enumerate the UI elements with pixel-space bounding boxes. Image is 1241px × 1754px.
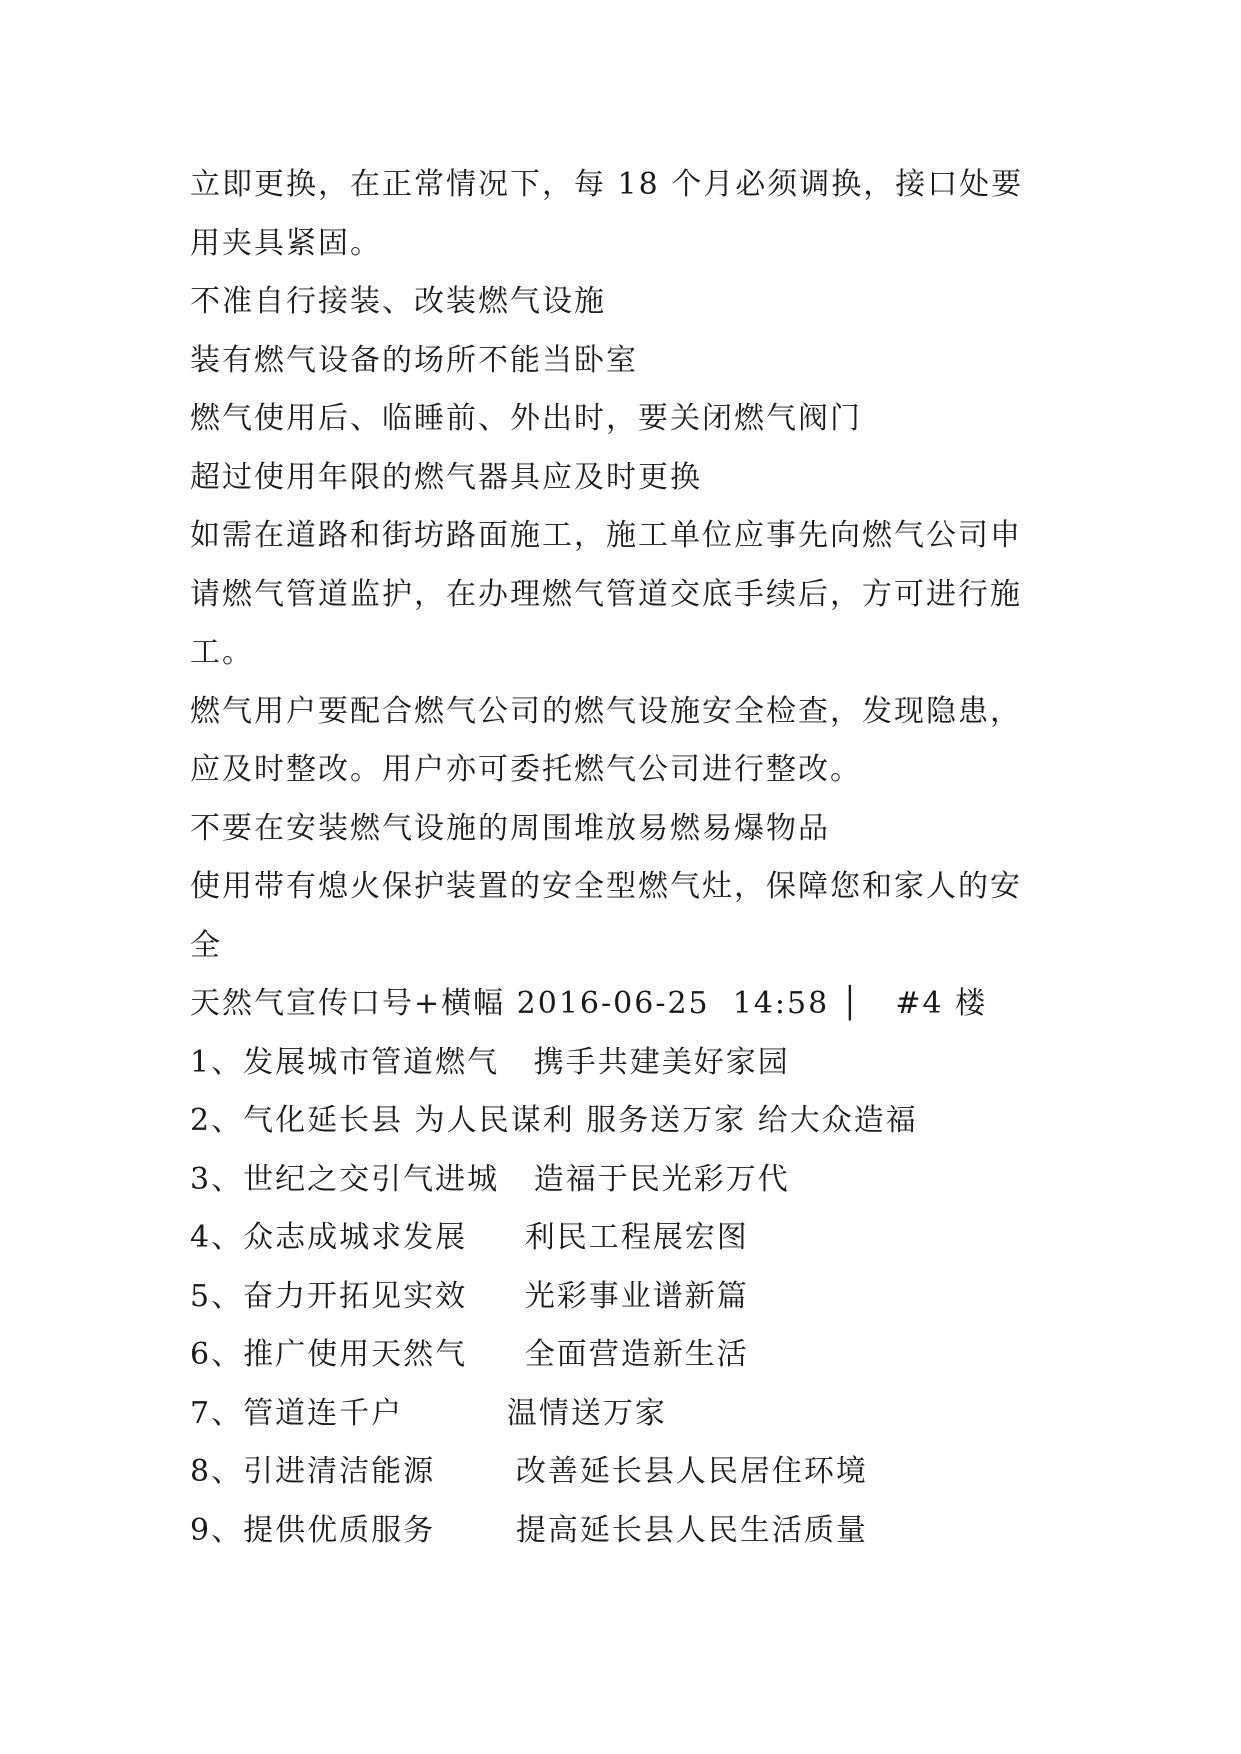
text-line: 燃气用户要配合燃气公司的燃气设施安全检查，发现隐患， bbox=[190, 693, 1022, 729]
text-line: 应及时整改。用户亦可委托燃气公司进行整改。 bbox=[190, 752, 862, 787]
text-line: 不准自行接装、改装燃气设施 bbox=[190, 284, 606, 319]
text-line: 如需在道路和街坊路面施工，施工单位应事先向燃气公司申 bbox=[190, 518, 1022, 553]
slogan-item: 9、提供优质服务 提高延长县人民生活质量 bbox=[190, 1512, 868, 1548]
slogan-item: 8、引进清洁能源 改善延长县人民居住环境 bbox=[190, 1454, 868, 1489]
text-line: 全 bbox=[190, 927, 222, 963]
text-line: 不要在安装燃气设施的周围堆放易燃易爆物品 bbox=[190, 810, 830, 846]
text-line: 工。 bbox=[190, 635, 254, 670]
slogan-item: 4、众志成城求发展 利民工程展宏图 bbox=[190, 1220, 749, 1255]
post-header-line: 天然气宣传口号+横幅 2016-06-25 14:58 │ #4 楼 bbox=[190, 986, 988, 1021]
slogan-item: 2、气化延长县 为人民谋利 服务送万家 给大众造福 bbox=[190, 1103, 918, 1138]
text-line: 请燃气管道监护，在办理燃气管道交底手续后，方可进行施 bbox=[190, 576, 1022, 612]
slogan-item: 1、发展城市管道燃气 携手共建美好家园 bbox=[190, 1044, 790, 1080]
text-line: 用夹具紧固。 bbox=[190, 225, 382, 261]
text-line: 装有燃气设备的场所不能当卧室 bbox=[190, 342, 638, 378]
text-line: 燃气使用后、临睡前、外出时，要关闭燃气阀门 bbox=[190, 401, 862, 436]
text-line: 超过使用年限的燃气器具应及时更换 bbox=[190, 459, 702, 495]
slogan-item: 7、管道连千户 温情送万家 bbox=[190, 1395, 667, 1431]
text-line: 使用带有熄火保护装置的安全型燃气灶，保障您和家人的安 bbox=[190, 869, 1022, 904]
slogan-item: 6、推广使用天然气 全面营造新生活 bbox=[190, 1337, 749, 1372]
slogan-item: 3、世纪之交引气进城 造福于民光彩万代 bbox=[190, 1161, 790, 1197]
text-line: 立即更换，在正常情况下，每 18 个月必须调换，接口处要 bbox=[190, 167, 1024, 202]
slogan-item: 5、奋力开拓见实效 光彩事业谱新篇 bbox=[190, 1278, 749, 1314]
document-body bbox=[190, 156, 1090, 1560]
